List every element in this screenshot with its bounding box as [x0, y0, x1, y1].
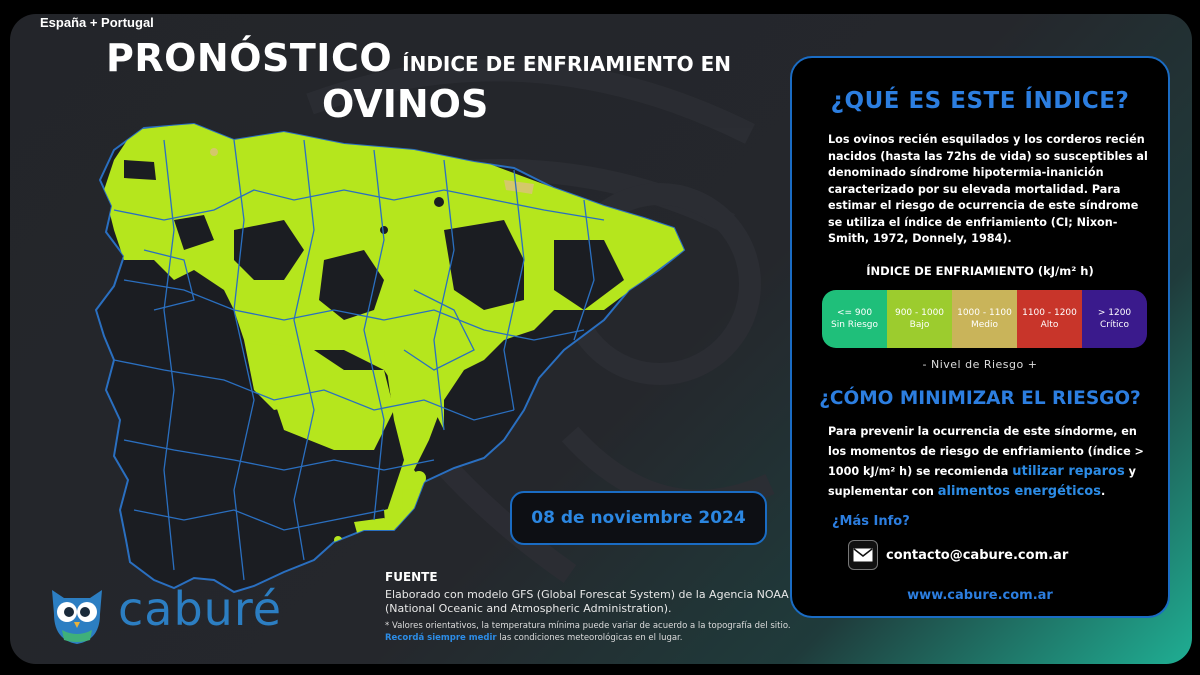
source-block [385, 570, 795, 644]
how-text-c: . [1100, 485, 1106, 498]
scale-range: <= 900 [836, 308, 873, 318]
panel-text-how [828, 422, 1148, 502]
owl-icon [46, 584, 108, 646]
scale-segment-sin-riesgo [822, 290, 887, 348]
source-heading: FUENTE [385, 570, 438, 584]
how-highlight-feed: alimentos energéticos [937, 484, 1101, 499]
title-sheep: OVINOS [322, 82, 489, 126]
scale-range: 1000 - 1100 [957, 308, 1012, 318]
source-note [385, 620, 795, 644]
scale-title: ÍNDICE DE ENFRIAMIENTO (kJ/m² h) [866, 264, 1094, 278]
forecast-date: 08 de noviembre 2024 [510, 491, 767, 545]
scale-range: > 1200 [1097, 308, 1132, 318]
scale-label: Sin Riesgo [831, 320, 878, 330]
how-highlight-shelter: utilizar reparos [1012, 464, 1125, 479]
title-index: ÍNDICE DE ENFRIAMIENTO EN [402, 52, 732, 76]
info-panel [790, 56, 1170, 618]
panel-heading-what: ¿QUÉ ES ESTE ÍNDICE? [830, 88, 1130, 114]
scale-segment-medio [952, 290, 1017, 348]
note-prefix: * Valores orientativos, la temperatura mínima puede variar de acuerdo a la topografía del sitio. [385, 621, 791, 631]
scale-range: 900 - 1000 [894, 308, 945, 318]
risk-scale [822, 290, 1147, 348]
note-highlight: Recordá siempre medir [385, 633, 497, 643]
logo-wordmark: caburé [118, 582, 283, 636]
title-forecast: PRONÓSTICO [106, 36, 393, 80]
scale-label: Bajo [909, 320, 930, 330]
how-text-b: y suplementar con [828, 465, 1136, 498]
scale-label: Crítico [1100, 320, 1129, 330]
risk-caption: - Nivel de Riesgo + [922, 358, 1038, 371]
contact-row[interactable] [848, 536, 1068, 574]
infographic-frame [10, 14, 1192, 664]
more-info-heading: ¿Más Info? [832, 514, 910, 529]
note-suffix: las condiciones meteorológicas en el lugar. [499, 633, 683, 643]
scale-segment-bajo [887, 290, 952, 348]
page-title [106, 36, 731, 80]
scale-segment-alto [1017, 290, 1082, 348]
panel-text-what: Los ovinos recién esquilados y los corderos recién nacidos (hasta las 72hs de vida) so susceptibles al denominado síndrome hipotermia-inanición caracterizado por su elevada mortalidad. Para estimar el riesgo de ocurrencia de este síndrome se utiliza el índice de enfriamiento (CI; Nixon-Smith, 1972, Donnely, 1984). [828, 133, 1148, 245]
scale-range: 1100 - 1200 [1022, 308, 1077, 318]
panel-heading-how: ¿CÓMO MINIMIZAR EL RIESGO? [819, 388, 1141, 409]
scale-segment-critico [1082, 290, 1147, 348]
scale-label: Medio [970, 320, 999, 330]
scale-label: Alto [1040, 320, 1059, 330]
website-link[interactable]: www.cabure.com.ar [907, 588, 1053, 603]
how-text-a: Para prevenir la ocurrencia de este síndorme, en los momentos de riesgo de enfriamiento (índice > 1000 kJ/m² h) se recomienda [828, 425, 1144, 478]
source-text: Elaborado con modelo GFS (Global Forescat System) de la Agencia NOAA (National Oceanic and Atmospheric Administration). [385, 588, 789, 615]
cabure-logo [46, 582, 316, 652]
mail-icon [848, 540, 878, 570]
contact-email[interactable]: contacto@cabure.com.ar [886, 547, 1069, 563]
region-label: España + Portugal [40, 15, 154, 30]
